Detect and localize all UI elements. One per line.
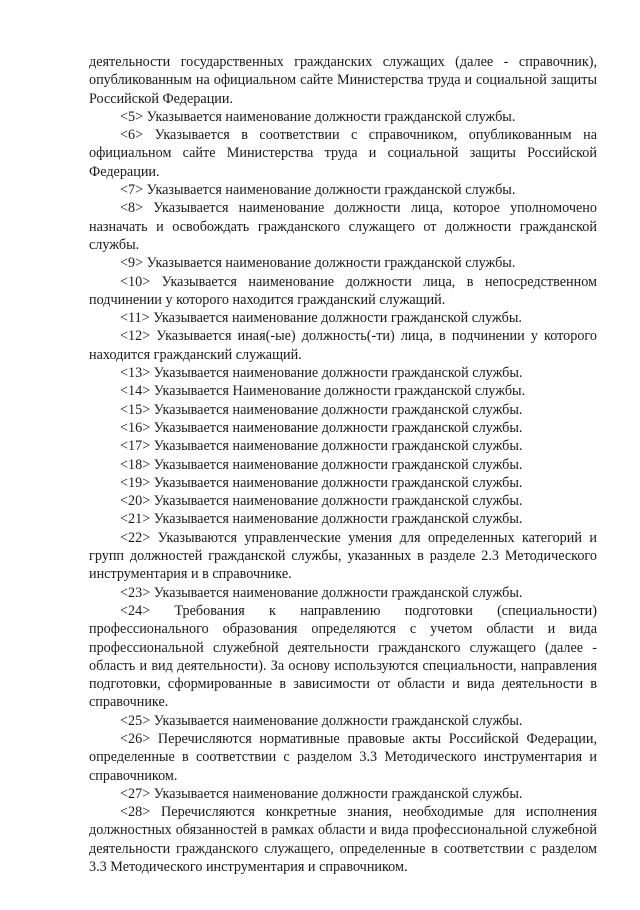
footnote-23: <23> Указывается наименование должности гражданской службы. xyxy=(120,584,523,601)
footnote-18: <18> Указывается наименование должности гражданской службы. xyxy=(120,456,523,473)
footnote-14: <14> Указывается Наименование должности гражданской службы. xyxy=(120,383,526,400)
footnote-10: <10> Указывается наименование должности лица, в непосредственном подчинении у которого находится гражданский служащий. xyxy=(89,273,597,308)
footnote-17: <17> Указывается наименование должности гражданской службы. xyxy=(120,438,523,455)
footnote-25: <25> Указывается наименование должности гражданской службы. xyxy=(120,712,523,729)
footnote-7: <7> Указывается наименование должности гражданской службы. xyxy=(120,182,516,199)
footnote-6: <6> Указывается в соответствии с справочником, опубликованным на официальном сайте Министерства труда и социальной защиты Российской Федерации. xyxy=(89,127,597,180)
footnote-21: <21> Указывается наименование должности гражданской службы. xyxy=(120,511,523,528)
footnote-24: <24> Требования к направлению подготовки (специальности) профессионального образования определяются с учетом области и вида профессиональной служебной деятельности гражданского служащего (далее - область и вид деятельности). За основу используются специальности, направления подготовки, сформированные в зависимости от области и вида деятельности в справочнике. xyxy=(89,602,597,711)
footnote-20: <20> Указывается наименование должности гражданской службы. xyxy=(120,493,523,510)
paragraph-continuation: деятельности государственных гражданских служащих (далее - справочник), опубликованным на официальном сайте Министерства труда и социальной защиты Российской Федерации. xyxy=(89,54,597,107)
footnote-8: <8> Указывается наименование должности лица, которое уполномочено назначать и освобождать гражданского служащего от должности гражданской службы. xyxy=(89,200,597,253)
footnote-28: <28> Перечисляются конкретные знания, необходимые для исполнения должностных обязанностей в рамках области и вида профессиональной служебной деятельности гражданского служащего, определенные в соответствии с разделом 3.3 Методического инструментария и справочником. xyxy=(89,804,597,876)
footnote-13: <13> Указывается наименование должности гражданской службы. xyxy=(120,365,523,382)
footnote-22: <22> Указываются управленческие умения для определенных категорий и групп должностей гражданской службы, указанных в разделе 2.3 Методического инструментария и в справочнике. xyxy=(89,529,597,583)
footnote-27: <27> Указывается наименование должности гражданской службы. xyxy=(120,785,523,802)
footnote-16: <16> Указывается наименование должности гражданской службы. xyxy=(120,419,523,436)
footnote-12: <12> Указывается иная(-ые) должность(-ти) лица, в подчинении у которого находится гражданский служащий. xyxy=(89,328,597,363)
footnote-26: <26> Перечисляются нормативные правовые акты Российской Федерации, определенные в соответствии с разделом 3.3 Методического инструментария и справочником. xyxy=(89,730,597,784)
footnote-9: <9> Указывается наименование должности гражданской службы. xyxy=(120,255,516,272)
footnote-15: <15> Указывается наименование должности гражданской службы. xyxy=(120,401,523,418)
footnotes-text xyxy=(89,53,597,876)
footnote-19: <19> Указывается наименование должности гражданской службы. xyxy=(120,474,523,491)
footnote-11: <11> Указывается наименование должности гражданской службы. xyxy=(120,310,522,327)
footnote-5: <5> Указывается наименование должности гражданской службы. xyxy=(120,108,516,125)
